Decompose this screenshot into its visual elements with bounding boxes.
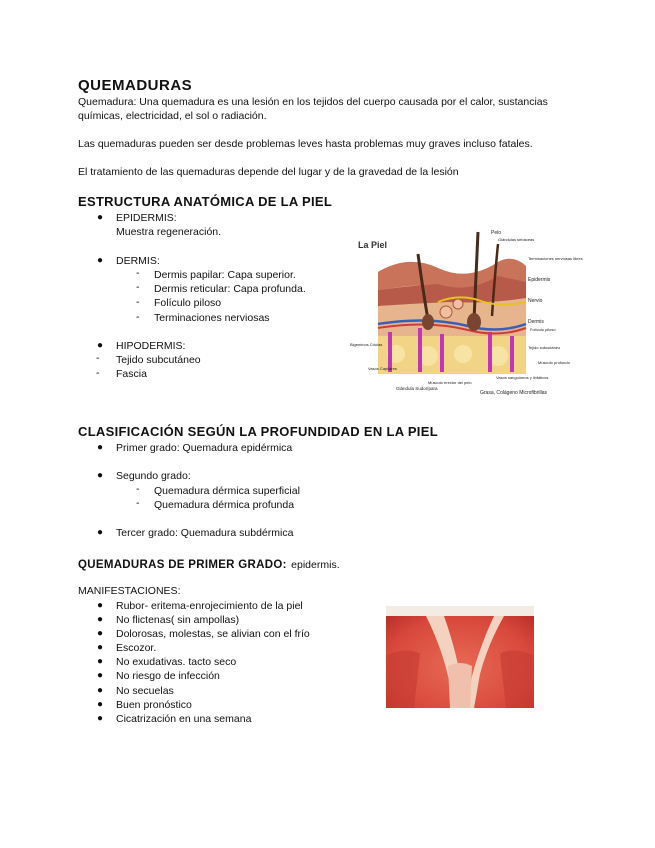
dermis-item: Terminaciones nerviosas xyxy=(154,312,270,324)
vessel xyxy=(488,332,492,372)
label-musculo: Músculo profundo xyxy=(538,360,570,365)
label-tejido: Tejido subcutáneo xyxy=(528,345,561,350)
segundo-subitem: Quemadura dérmica profunda xyxy=(154,499,295,511)
bullet-icon: ● xyxy=(97,340,104,351)
manifestacion-item: Rubor- eritema-enrojecimiento de la piel xyxy=(116,600,303,612)
bullet-icon: ● xyxy=(97,699,104,710)
epidermis-note: Muestra regeneración. xyxy=(116,226,222,238)
label-grasa: Grasa, Colágeno Microfibrillas xyxy=(480,390,547,396)
hipodermis-label: HIPODERMIS: xyxy=(116,340,186,352)
label-glandula-sudoripara: Glándula Sudorípara xyxy=(396,386,438,391)
manifestacion-item: No exudativas. tacto seco xyxy=(116,656,237,668)
vessel xyxy=(418,328,422,372)
definition-text: Quemadura: Una quemadura es una lesión en los tejidos del cuerpo causada por el calor, sustancias químicas, electricidad, el sol o radiación. xyxy=(78,96,548,122)
label-bigeminos: Bigeminos Cdulas xyxy=(350,342,383,347)
fat-cell xyxy=(454,345,472,363)
tercer-grado-item: Tercer grado: Quemadura subdérmica xyxy=(116,527,294,539)
manifestacion-item: No flictenas( sin ampollas) xyxy=(116,614,240,626)
label-terminaciones: Terminaciones nerviosas libres xyxy=(528,256,583,261)
label-pelo: Pelo xyxy=(491,230,502,236)
bullet-icon: ● xyxy=(97,255,104,266)
primer-grado-suffix: epidermis. xyxy=(291,559,340,571)
hipodermis-item: Tejido subcutáneo xyxy=(116,354,201,366)
primer-grado-heading-row xyxy=(78,555,340,573)
epidermis-label: EPIDERMIS: xyxy=(116,212,177,224)
label-vasos-sanguineos: Vasos sanguíneos y linfáticos xyxy=(496,375,549,380)
dermis-label: DERMIS: xyxy=(116,255,160,267)
label-glandulas: Glándulas sebáceas xyxy=(498,237,535,242)
bullet-icon: ● xyxy=(97,713,104,724)
bullet-icon: ● xyxy=(97,656,104,667)
segundo-grado-item: Segundo grado: xyxy=(116,470,191,482)
vessel xyxy=(440,334,444,372)
dash-icon: - xyxy=(136,296,140,308)
segundo-subitem: Quemadura dérmica superficial xyxy=(154,485,300,497)
manifestacion-item: Dolorosas, molestas, se alivian con el frío xyxy=(116,628,310,640)
bullet-icon: ● xyxy=(97,527,104,538)
severity-text: Las quemaduras pueden ser desde problemas leves hasta problemas muy graves incluso fatales. xyxy=(78,138,533,150)
bullet-icon: ● xyxy=(97,600,104,611)
bullet-icon: ● xyxy=(97,614,104,625)
primer-grado-heading: QUEMADURAS DE PRIMER GRADO: xyxy=(78,559,287,571)
bullet-icon: ● xyxy=(97,442,104,453)
gland xyxy=(453,299,463,309)
follicle-bulb xyxy=(422,314,434,330)
dash-icon: - xyxy=(96,352,100,364)
label-nervio: Nervio xyxy=(528,298,543,304)
estructura-heading: ESTRUCTURA ANATÓMICA DE LA PIEL xyxy=(78,194,333,209)
untanned-skin xyxy=(448,663,472,708)
skin-diagram xyxy=(348,224,608,402)
dermis-item: Dermis papilar: Capa superior. xyxy=(154,269,296,281)
background xyxy=(386,606,534,616)
diagram-title: La Piel xyxy=(358,240,388,250)
primer-grado-item: Primer grado: Quemadura epidérmica xyxy=(116,442,293,454)
vessel xyxy=(510,336,514,372)
manifestacion-item: Escozor. xyxy=(116,642,157,654)
manifestacion-item: Cicatrización en una semana xyxy=(116,713,252,725)
manifestacion-item: No secuelas xyxy=(116,685,174,697)
label-epidermis: Epidermis xyxy=(528,277,551,283)
page-title: QUEMADURAS xyxy=(78,77,193,94)
dermis-item: Folículo piloso xyxy=(154,297,222,309)
hipodermis-item: Fascia xyxy=(116,368,147,380)
dash-icon: - xyxy=(136,311,140,323)
label-dermis: Dermis xyxy=(528,319,544,325)
bullet-icon: ● xyxy=(97,685,104,696)
bullet-icon: ● xyxy=(97,470,104,481)
dash-icon: - xyxy=(136,281,140,293)
dash-icon: - xyxy=(136,497,140,509)
label-foliculo: Folículo piloso xyxy=(530,327,556,332)
clasificacion-heading: CLASIFICACIÓN SEGÚN LA PROFUNDIDAD EN LA PIEL xyxy=(78,424,438,439)
gland xyxy=(440,306,452,318)
sunburn-photo xyxy=(386,606,534,708)
dermis-item: Dermis reticular: Capa profunda. xyxy=(154,283,306,295)
manifestacion-item: Buen pronóstico xyxy=(116,699,192,711)
label-musculo-erector: Músculo erector del pelo xyxy=(428,380,472,385)
treatment-text: El tratamiento de las quemaduras depende del lugar y de la gravedad de la lesión xyxy=(78,166,459,178)
dash-icon: - xyxy=(136,483,140,495)
bullet-icon: ● xyxy=(97,670,104,681)
bullet-icon: ● xyxy=(97,642,104,653)
manifestacion-item: No riesgo de infección xyxy=(116,670,220,682)
shoulder xyxy=(386,650,420,708)
bullet-icon: ● xyxy=(97,628,104,639)
manifestaciones-label: MANIFESTACIONES: xyxy=(78,585,181,597)
label-vasos-capilares: Vasos Capilares xyxy=(368,366,397,371)
dash-icon: - xyxy=(136,267,140,279)
shoulder xyxy=(500,650,534,708)
follicle-bulb xyxy=(467,313,481,331)
dash-icon: - xyxy=(96,367,100,379)
bullet-icon: ● xyxy=(97,212,104,223)
